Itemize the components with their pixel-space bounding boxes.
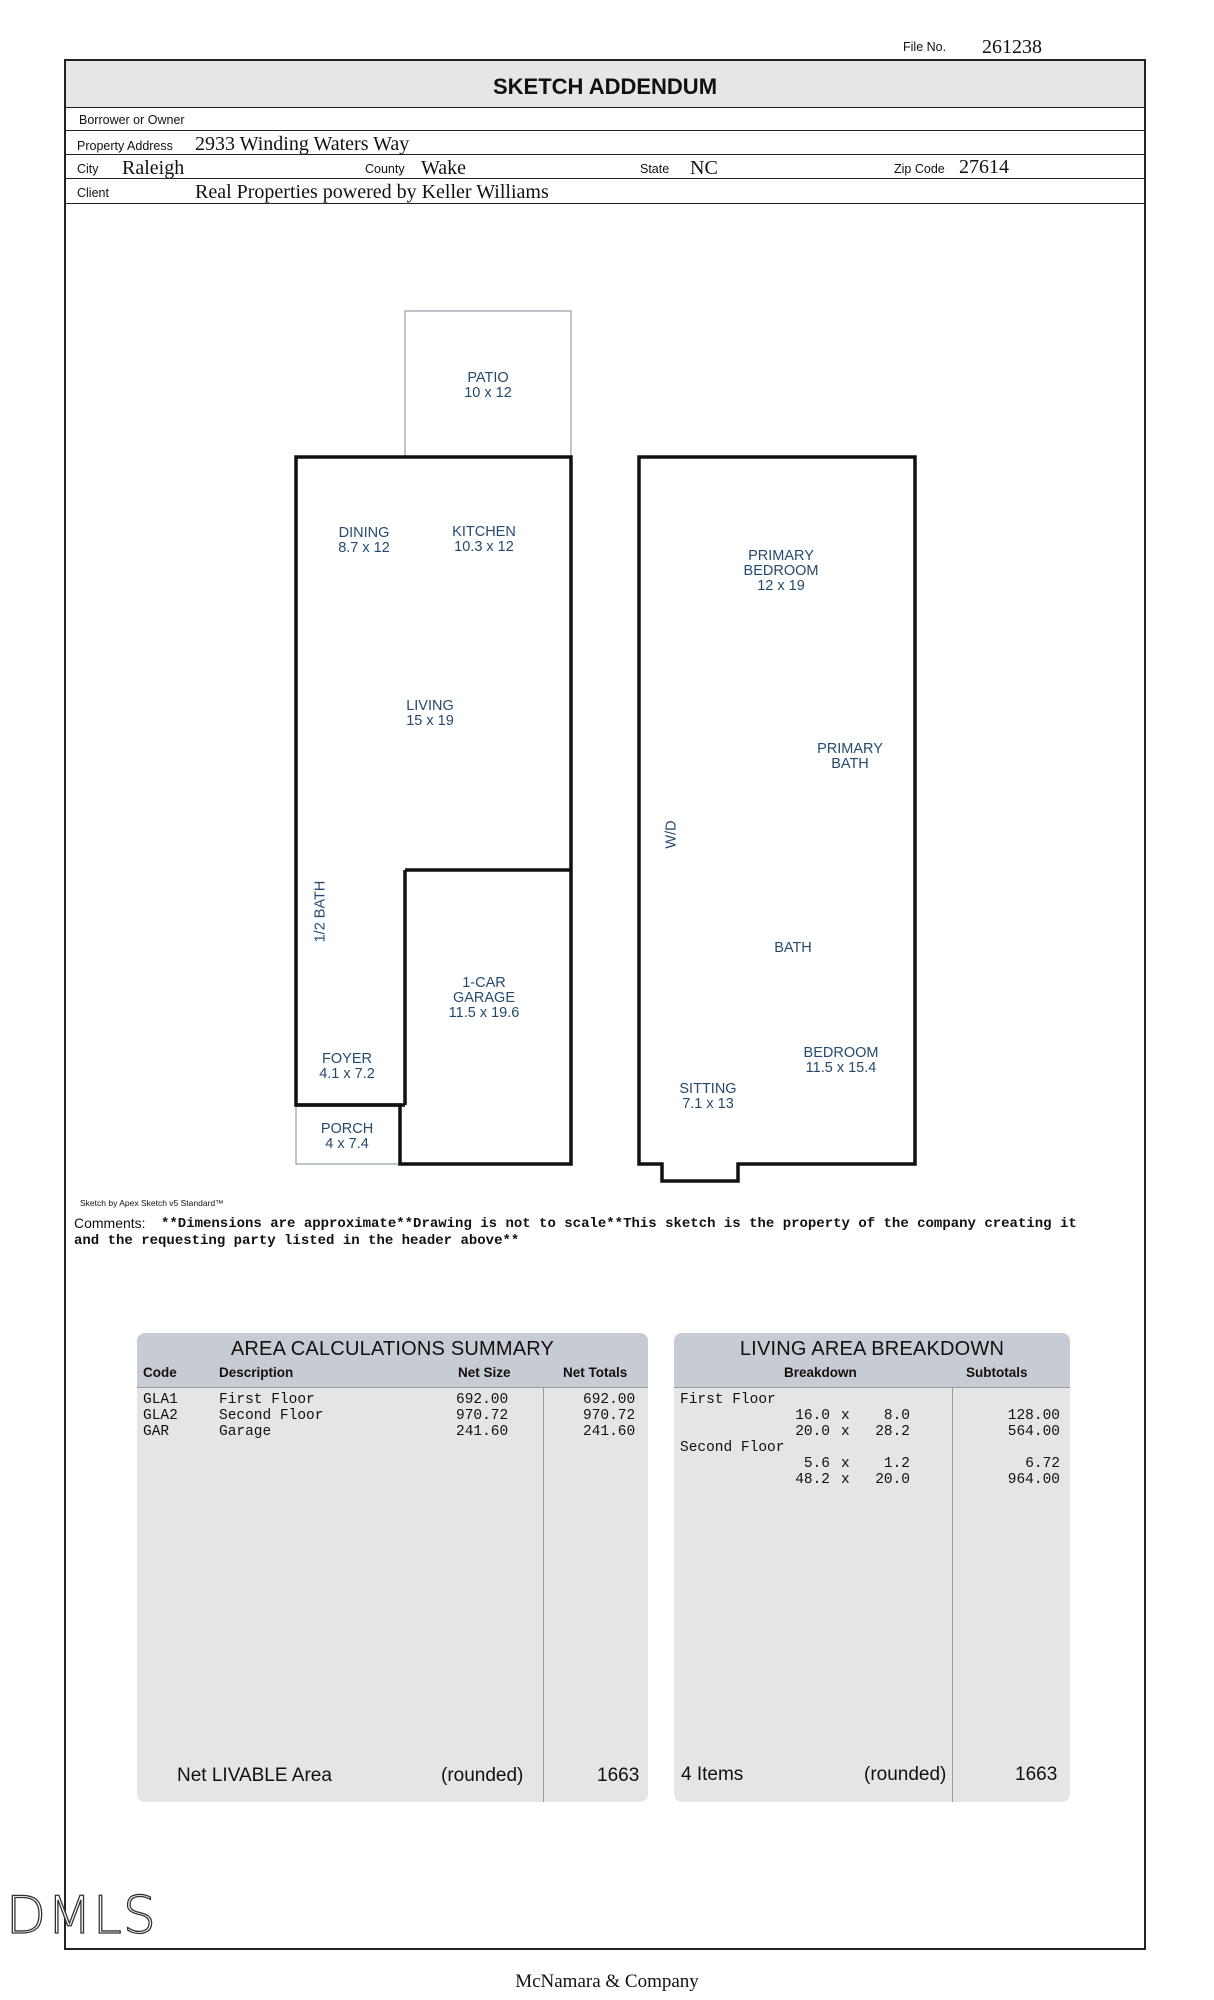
county-value: Wake: [421, 157, 467, 179]
zip-label: Zip Code: [894, 162, 945, 176]
living-area-panel: [674, 1333, 1070, 1802]
area-row-net-total: 241.60: [583, 1424, 636, 1440]
breakdown-b: 20.0: [875, 1472, 910, 1488]
room-sitting: SITTING 7.1 x 13: [679, 1081, 737, 1112]
state-label: State: [640, 162, 670, 176]
watermark-logo: DMLS: [6, 1886, 157, 1946]
breakdown-a: 20.0: [795, 1424, 830, 1440]
items-count: 4 Items: [681, 1764, 744, 1785]
col-subtotals: Subtotals: [966, 1365, 1028, 1380]
client-value: Real Properties powered by Keller Williams: [195, 181, 549, 203]
area-row-code: GLA2: [143, 1408, 178, 1424]
room-bedroom: BEDROOM 11.5 x 15.4: [803, 1045, 879, 1076]
living-total-value: 1663: [1015, 1764, 1058, 1785]
col-code: Code: [143, 1365, 177, 1380]
room-porch: PORCH 4 x 7.4: [320, 1121, 374, 1152]
breakdown-a: 16.0: [795, 1408, 830, 1424]
property-address: 2933 Winding Waters Way: [195, 133, 410, 155]
living-area-title: LIVING AREA BREAKDOWN: [739, 1338, 1005, 1360]
area-row-net-total: 692.00: [583, 1392, 636, 1408]
room-kitchen: KITCHEN 10.3 x 12: [452, 524, 516, 555]
area-calculations-panel: [137, 1333, 648, 1802]
breakdown-b: 8.0: [883, 1408, 910, 1424]
client-label: Client: [77, 186, 109, 200]
col-net-totals: Net Totals: [563, 1365, 628, 1380]
floor-heading: Second Floor: [680, 1440, 785, 1456]
area-summary-title: AREA CALCULATIONS SUMMARY: [230, 1338, 555, 1360]
breakdown-x: x: [841, 1424, 850, 1440]
living-rounded: (rounded): [864, 1764, 947, 1785]
comments-line-2: and the requesting party listed in the header above**: [74, 1233, 520, 1249]
room-foyer: FOYER 4.1 x 7.2: [319, 1051, 375, 1082]
area-row-description: Garage: [219, 1424, 272, 1440]
file-no: 261238: [982, 36, 1042, 58]
file-no-label: File No.: [903, 40, 947, 54]
county-label: County: [365, 162, 405, 176]
floor-heading: First Floor: [680, 1392, 776, 1408]
room-primary-bath: PRIMARY BATH: [817, 741, 883, 772]
area-row-net-size: 241.60: [456, 1424, 509, 1440]
breakdown-x: x: [841, 1408, 850, 1424]
area-row-net-total: 970.72: [583, 1408, 636, 1424]
col-description: Description: [219, 1365, 294, 1380]
area-row-net-size: 692.00: [456, 1392, 509, 1408]
col-breakdown: Breakdown: [784, 1365, 857, 1380]
company-footer: McNamara & Company: [515, 1971, 699, 1992]
area-row-description: First Floor: [219, 1392, 315, 1408]
sketch-credit: Sketch by Apex Sketch v5 Standard™: [80, 1198, 224, 1208]
breakdown-subtotal: 6.72: [1025, 1456, 1060, 1472]
comments-label: Comments:: [74, 1215, 146, 1231]
state-value: NC: [690, 157, 718, 179]
breakdown-b: 1.2: [883, 1456, 910, 1472]
room-living: LIVING 15 x 19: [406, 698, 454, 729]
property-address-label: Property Address: [77, 139, 173, 153]
city-label: City: [77, 162, 99, 176]
zip-value: 27614: [959, 156, 1009, 178]
borrower-label: Borrower or Owner: [79, 113, 185, 127]
breakdown-subtotal: 564.00: [1007, 1424, 1060, 1440]
breakdown-a: 48.2: [795, 1472, 830, 1488]
city-value: Raleigh: [122, 157, 185, 179]
area-row-code: GLA1: [143, 1392, 178, 1408]
breakdown-a: 5.6: [803, 1456, 830, 1472]
room-wd: W/D: [663, 820, 680, 849]
room-dining: DINING 8.7 x 12: [338, 525, 390, 556]
net-livable-rounded: (rounded): [441, 1765, 524, 1786]
room-garage: 1-CAR GARAGE 11.5 x 19.6: [448, 975, 520, 1021]
breakdown-subtotal: 128.00: [1007, 1408, 1060, 1424]
page-title: SKETCH ADDENDUM: [492, 74, 718, 99]
room-patio: PATIO 10 x 12: [464, 370, 512, 401]
room-primary-bedroom: PRIMARY BEDROOM 12 x 19: [743, 548, 819, 594]
area-row-description: Second Floor: [219, 1408, 324, 1424]
room-half-bath: 1/2 BATH: [312, 880, 329, 943]
breakdown-x: x: [841, 1456, 850, 1472]
net-livable-value: 1663: [597, 1765, 640, 1786]
breakdown-b: 28.2: [875, 1424, 910, 1440]
net-livable-label: Net LIVABLE Area: [177, 1765, 332, 1786]
area-row-code: GAR: [143, 1424, 170, 1440]
breakdown-x: x: [841, 1472, 850, 1488]
room-bath: BATH: [774, 940, 812, 956]
breakdown-subtotal: 964.00: [1007, 1472, 1060, 1488]
comments-line-1: **Dimensions are approximate**Drawing is not to scale**This sketch is the property of the company creating it: [161, 1216, 1077, 1232]
area-row-net-size: 970.72: [456, 1408, 509, 1424]
col-net-size: Net Size: [458, 1365, 511, 1380]
